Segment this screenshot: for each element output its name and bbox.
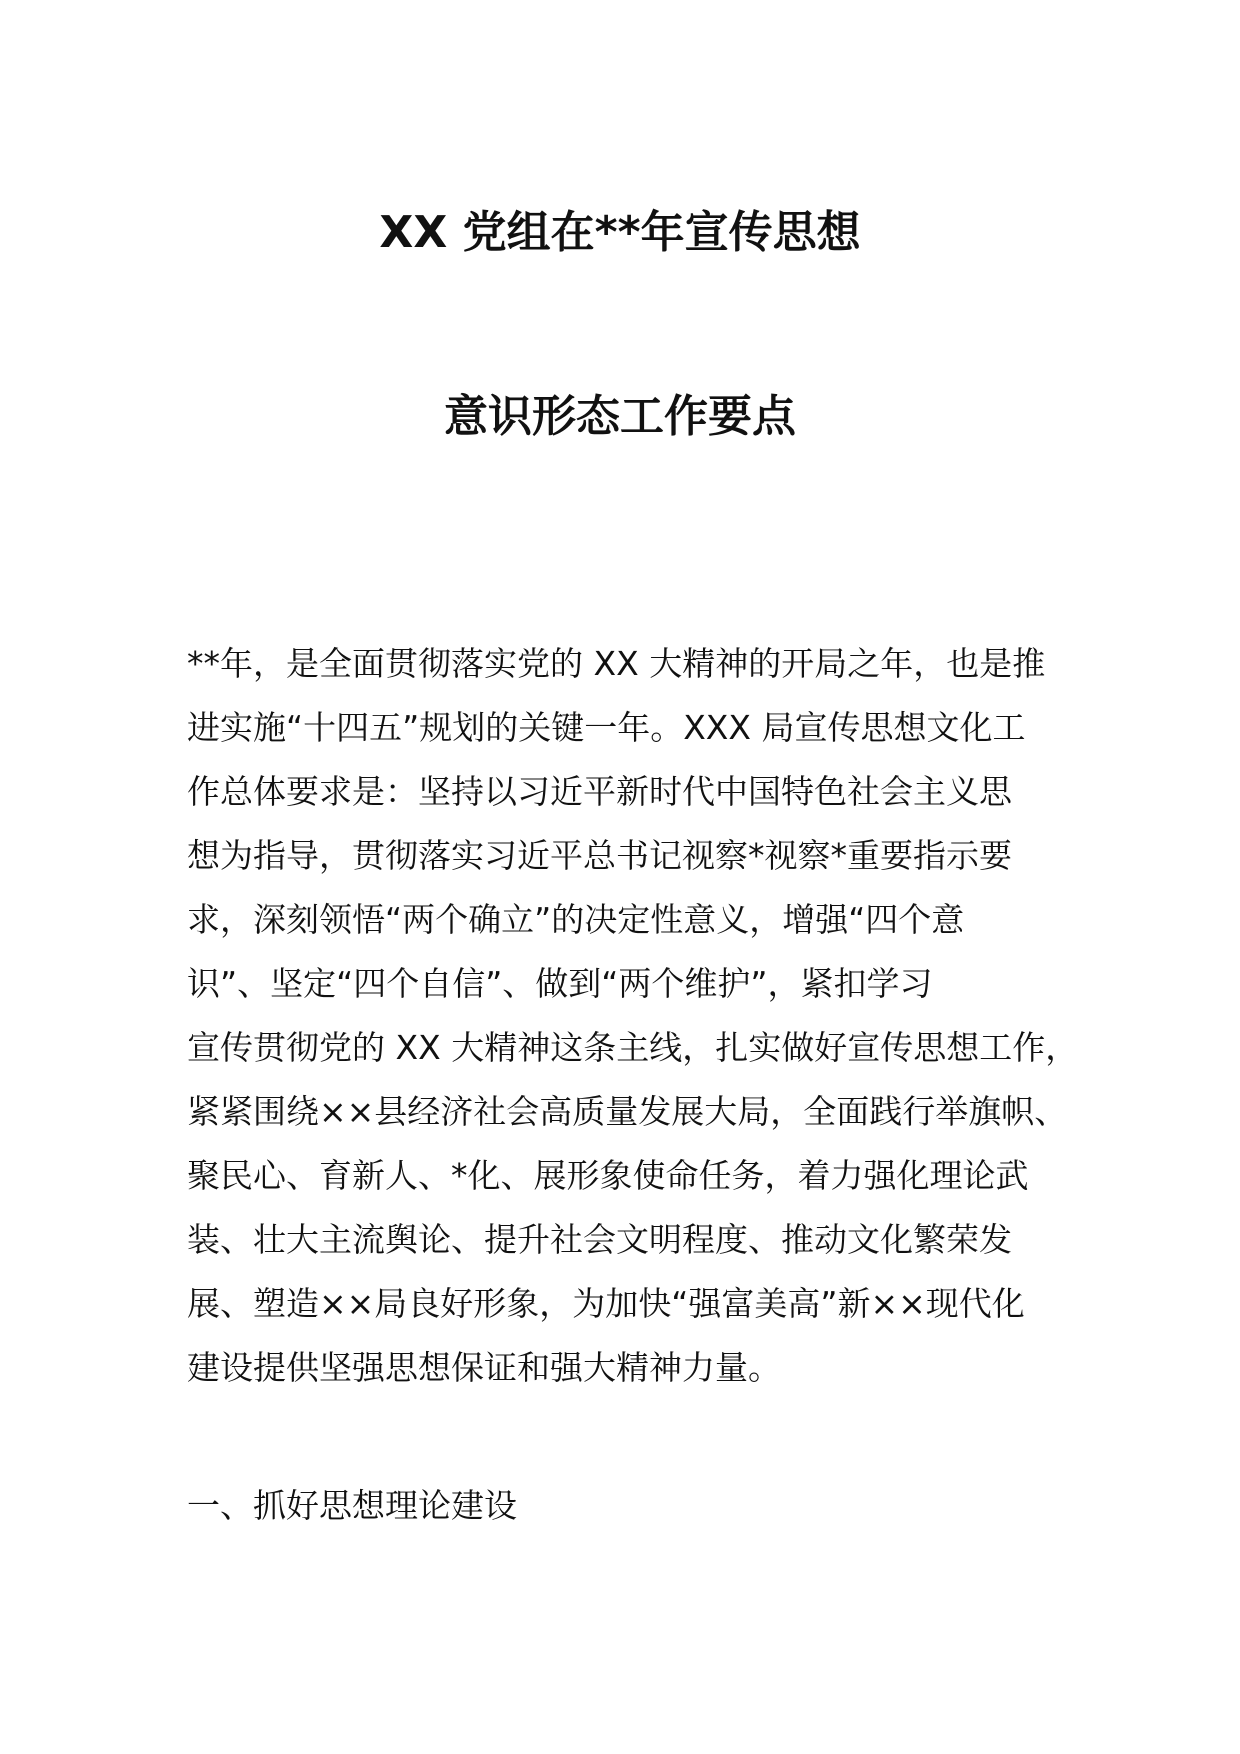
paragraph-line: 想为指导，贯彻落实习近平总书记视察*视察*重要指示要 xyxy=(187,836,1012,875)
paragraph-line: 宣传贯彻党的 XX 大精神这条主线，扎实做好宣传思想工作， xyxy=(187,1028,1079,1067)
paragraph-line: 作总体要求是：坚持以习近平新时代中国特色社会主义思 xyxy=(187,772,1012,811)
document-title-line-2: 意识形态工作要点 xyxy=(444,391,796,442)
paragraph-line: 展、塑造××局良好形象，为加快“强富美高”新××现代化 xyxy=(187,1284,1025,1323)
paragraph-line: **年，是全面贯彻落实党的 XX 大精神的开局之年，也是推 xyxy=(187,644,1046,683)
paragraph-line: 求，深刻领悟“两个确立”的决定性意义，增强“四个意 xyxy=(187,900,965,939)
paragraph-line: 聚民心、育新人、*化、展形象使命任务，着力强化理论武 xyxy=(187,1156,1029,1195)
section-heading: 一、抓好思想理论建设 xyxy=(187,1486,517,1525)
paragraph-line: 识”、坚定“四个自信”、做到“两个维护”，紧扣学习 xyxy=(187,964,933,1003)
paragraph-line: 建设提供坚强思想保证和强大精神力量。 xyxy=(187,1348,781,1387)
paragraph-line: 紧紧围绕××县经济社会高质量发展大局，全面践行举旗帜、 xyxy=(187,1092,1068,1131)
paragraph-line: 进实施“十四五”规划的关键一年。XXX 局宣传思想文化工 xyxy=(187,708,1026,747)
paragraph-line: 装、壮大主流舆论、提升社会文明程度、推动文化繁荣发 xyxy=(187,1220,1012,1259)
document-title-line-1: XX 党组在**年宣传思想 xyxy=(379,207,861,258)
